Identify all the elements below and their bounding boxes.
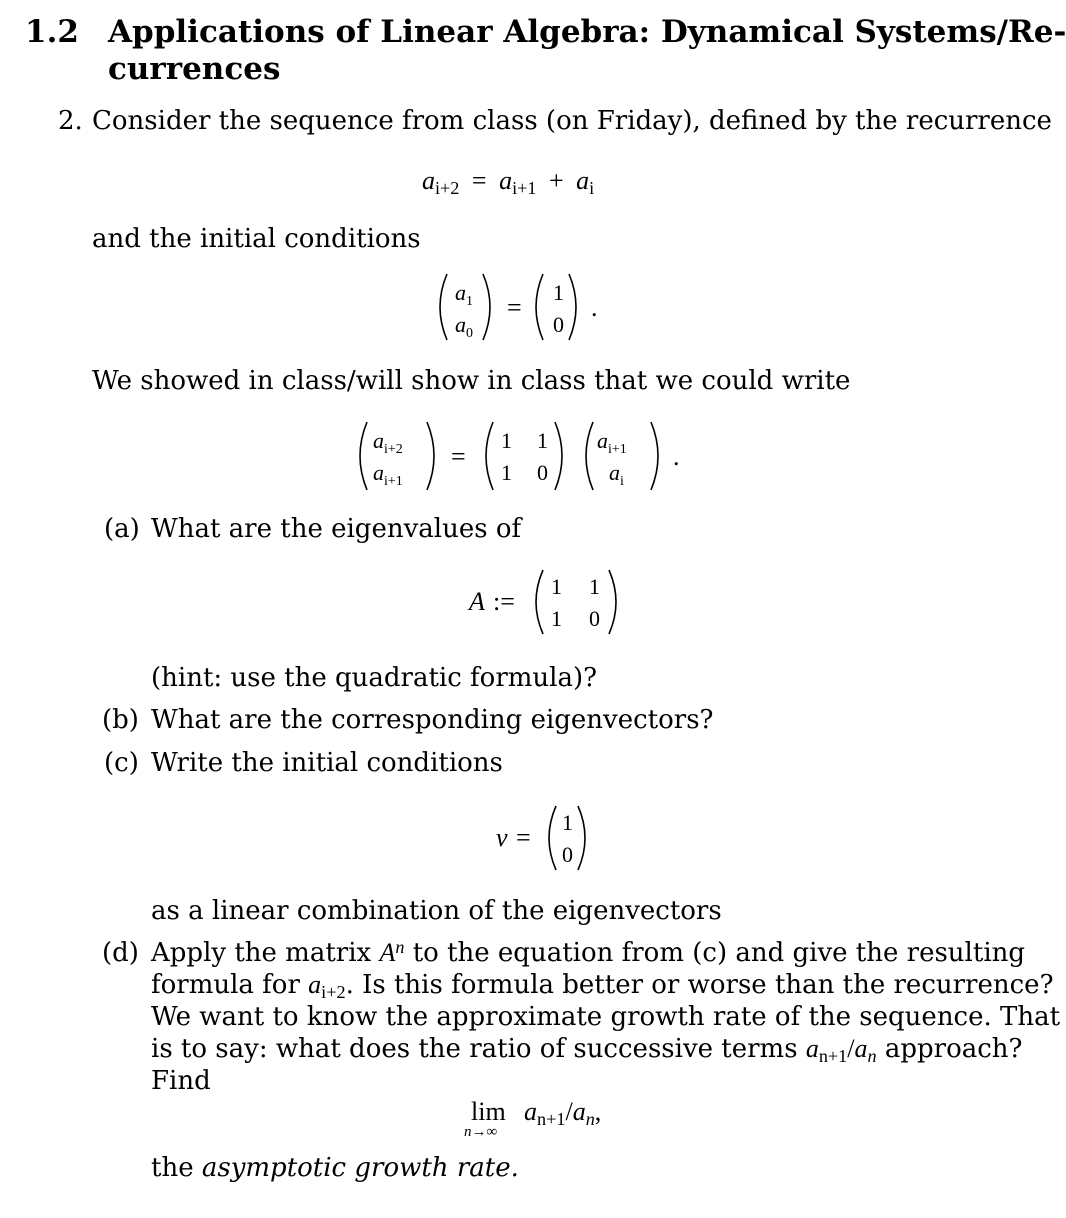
matrix-entry-22: 0 bbox=[537, 460, 548, 485]
part-d-line-5: Find bbox=[151, 1066, 211, 1096]
period: . bbox=[591, 293, 598, 322]
matrix-equation bbox=[355, 418, 695, 494]
part-d-line-2-post: . Is this formula better or worse than the recurrence? bbox=[345, 970, 1054, 1000]
part-d-line-2 bbox=[151, 970, 1054, 1003]
right-paren bbox=[427, 422, 434, 490]
part-d-line-2-pre: formula for bbox=[151, 970, 300, 1000]
matrix-a-symbol: A bbox=[469, 587, 485, 616]
limit-word: lim bbox=[471, 1097, 506, 1126]
left-paren bbox=[440, 274, 447, 340]
recurrence-plus: + bbox=[548, 166, 564, 195]
subscript-i-plus-2: i+2 bbox=[321, 982, 346, 1003]
right-paren bbox=[555, 422, 562, 490]
recurrence-equation bbox=[422, 166, 595, 199]
term-a: a bbox=[805, 1034, 819, 1063]
vector-v-definition bbox=[492, 802, 602, 874]
problem-intro: Consider the sequence from class (on Friday), defined by the recurrence bbox=[92, 106, 1052, 136]
left-paren bbox=[486, 422, 493, 490]
recurrence-a: a bbox=[576, 166, 590, 195]
subscript-n: n bbox=[867, 1046, 877, 1067]
part-d-line-1 bbox=[151, 936, 1026, 968]
part-a-text: What are the eigenvalues of bbox=[151, 514, 522, 544]
right-paren bbox=[609, 570, 616, 634]
equals-sign: = bbox=[451, 442, 466, 471]
vector-top: $a_1$ bbox=[455, 280, 473, 309]
right-paren bbox=[569, 274, 576, 340]
closing-line bbox=[151, 1155, 519, 1181]
vector-bottom: $a_0$ bbox=[455, 312, 473, 341]
matrix-entry-11: 1 bbox=[551, 574, 562, 599]
lhs-top: $a_{i+2}$ bbox=[373, 428, 403, 457]
comma: , bbox=[594, 1097, 602, 1126]
slash: / bbox=[565, 1097, 573, 1126]
part-d-line-4-post: approach? bbox=[884, 1034, 1023, 1064]
part-d-line-4 bbox=[151, 1034, 1023, 1067]
part-d-line-3: We want to know the approximate growth rate of the sequence. That bbox=[151, 1002, 1061, 1032]
right-paren bbox=[651, 422, 658, 490]
left-paren bbox=[536, 274, 543, 340]
matrix-a-symbol: A bbox=[379, 938, 396, 967]
value-top: 1 bbox=[553, 280, 564, 305]
equals-sign: = bbox=[507, 293, 522, 322]
subscript-n-plus-1: n+1 bbox=[818, 1046, 848, 1067]
part-a-hint: (hint: use the quadratic formula)? bbox=[151, 663, 598, 693]
matrix-entry-21: 1 bbox=[551, 606, 562, 631]
recurrence-t2-subscript: i bbox=[589, 178, 595, 199]
vector-top: 1 bbox=[562, 810, 573, 835]
recurrence-a: a bbox=[499, 166, 513, 195]
value-bottom: 0 bbox=[553, 312, 564, 337]
term-a: a bbox=[854, 1034, 868, 1063]
term-a: a bbox=[308, 970, 322, 999]
part-d-line-1-pre: Apply the matrix bbox=[151, 938, 372, 968]
section-title-line-1: Applications of Linear Algebra: Dynamical Systems/Re- bbox=[108, 14, 1066, 50]
closing-pre: the bbox=[151, 1153, 194, 1183]
slash: / bbox=[847, 1034, 855, 1063]
limit-subscript: n→∞ bbox=[464, 1124, 498, 1140]
assign-symbol: := bbox=[493, 587, 515, 616]
part-b-text: What are the corresponding eigenvectors? bbox=[151, 705, 714, 735]
matrix-entry-11: 1 bbox=[501, 428, 512, 453]
recurrence-t1-subscript: i+1 bbox=[512, 178, 537, 199]
showed-text: We showed in class/will show in class that we could write bbox=[92, 366, 851, 396]
initial-conditions-equation bbox=[435, 270, 615, 344]
matrix-entry-21: 1 bbox=[501, 460, 512, 485]
recurrence-lhs-subscript: i+2 bbox=[435, 178, 460, 199]
rhs-bottom: $a_i$ bbox=[609, 460, 624, 489]
left-paren bbox=[536, 570, 543, 634]
left-paren bbox=[586, 422, 593, 490]
matrix-a-definition bbox=[465, 566, 635, 638]
subscript-n: n bbox=[585, 1109, 595, 1130]
period: . bbox=[673, 442, 680, 471]
part-c-text: Write the initial conditions bbox=[151, 748, 503, 778]
section-number: 1.2 bbox=[25, 14, 79, 50]
closing-period: . bbox=[510, 1153, 519, 1183]
section-title-line-2: currences bbox=[108, 51, 281, 87]
part-d-label: (d) bbox=[102, 938, 139, 968]
part-d-line-1-post: to the equation from (c) and give the resulting bbox=[412, 938, 1026, 968]
matrix-entry-12: 1 bbox=[537, 428, 548, 453]
limit-expression bbox=[524, 1097, 602, 1130]
part-b-label: (b) bbox=[102, 705, 139, 735]
part-a-label: (a) bbox=[104, 514, 140, 544]
part-d-line-4-pre: is to say: what does the ratio of successive terms bbox=[151, 1034, 798, 1064]
power-n: n bbox=[395, 936, 405, 957]
right-paren bbox=[578, 806, 585, 870]
right-paren bbox=[483, 274, 490, 340]
vector-v-symbol: v bbox=[496, 823, 508, 852]
left-paren bbox=[549, 806, 556, 870]
recurrence-a: a bbox=[422, 166, 435, 195]
vector-bottom: 0 bbox=[562, 842, 573, 867]
rhs-top: $a_{i+1}$ bbox=[597, 428, 627, 457]
initial-conditions-text: and the initial conditions bbox=[92, 224, 421, 254]
recurrence-equals: = bbox=[471, 166, 487, 195]
closing-emphasis: asymptotic growth rate bbox=[201, 1153, 511, 1183]
part-c-after: as a linear combination of the eigenvectors bbox=[151, 896, 722, 926]
matrix-entry-12: 1 bbox=[589, 574, 600, 599]
term-a: a bbox=[572, 1097, 586, 1126]
equals-sign: = bbox=[516, 823, 531, 852]
lhs-bottom: $a_{i+1}$ bbox=[373, 460, 403, 489]
term-a: a bbox=[524, 1097, 537, 1126]
subscript-n-plus-1: n+1 bbox=[537, 1109, 566, 1130]
matrix-entry-22: 0 bbox=[589, 606, 600, 631]
left-paren bbox=[360, 422, 367, 490]
part-c-label: (c) bbox=[104, 748, 139, 778]
problem-number: 2. bbox=[58, 106, 83, 136]
